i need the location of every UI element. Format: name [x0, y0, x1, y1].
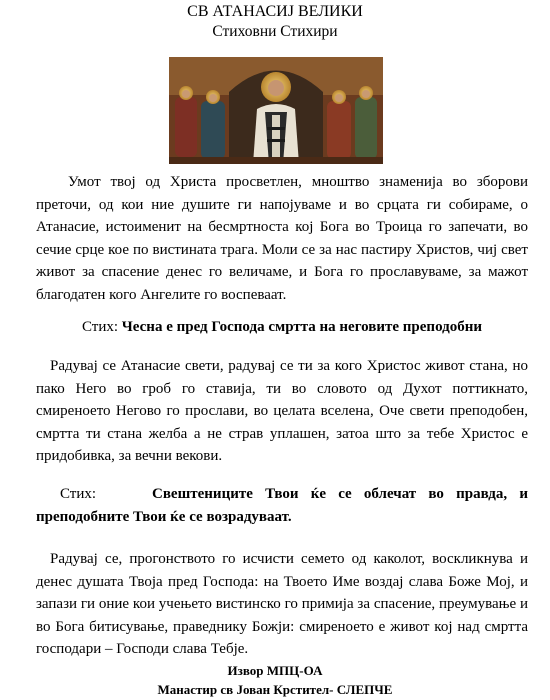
fresco-image [169, 57, 383, 164]
page-subtitle: Стиховни Стихири [212, 23, 338, 40]
verse-2 [36, 483, 528, 528]
paragraph-3: Радувај се, прогонството го исчисти семето од каколот, воскликнува и денес душата Твоја пред Господа: на Твоето Име воздај слава Боже Мој, и запази ги оние кои учењето вистинско го примија за спасение, преумување и во Бога битисување, праведнику Божји: смиреноето е живот кој над смртта господари – Господи слава Тебје. [36, 551, 528, 658]
paragraph-1: Умот твој од Христа просветлен, мноштво знаменија во зборови преточи, од кои ние душите ги напојуваме и во срцата ги собираме, о Атанасие, истоименит на бесмртноста кој Бога во Троица го запечати, во сечие срце кое по вистината трага. Моли се за нас пастиру Христов, чиј свет живот за спасение денес го величаме, и Бога го прославуваме, за мажот благодатен кого Ангелите го воспеваат. [36, 174, 528, 303]
verse-2-prefix: Стих: [60, 486, 97, 502]
monastery-line: Манастир св Јован Крстител- СЛЕПЧЕ [157, 682, 393, 697]
verse-1-prefix: Стих: [81, 319, 119, 335]
verse-1-text: Чесна е пред Господа смртта на неговите преподобни [121, 319, 483, 335]
paragraph-2: Радувај се Атанасие свети, радувај се ти за кого Христос живот стана, но пако Него во гроб го ставија, ти во словото од Духот поттикнато, смиреноето Негово го прослави, во целата вселена, Оче свети преподобен, смртта ти стана желба а не страв уплашен, затоа што за тебе Христос е придобивка, за вечни векови. [36, 358, 528, 465]
source-line: Извор МПЦ-ОА [227, 663, 323, 678]
fresco-image-svg [169, 57, 383, 164]
left-figure-1 [175, 97, 197, 157]
verse-1 [36, 316, 528, 338]
verse-2-text: Свештениците Твои ќе се облечат во правда, и преподобните Твои ќе се возрадуваат. [36, 486, 528, 525]
page-title: СВ АТАНАСИЈ ВЕЛИКИ [187, 3, 363, 20]
